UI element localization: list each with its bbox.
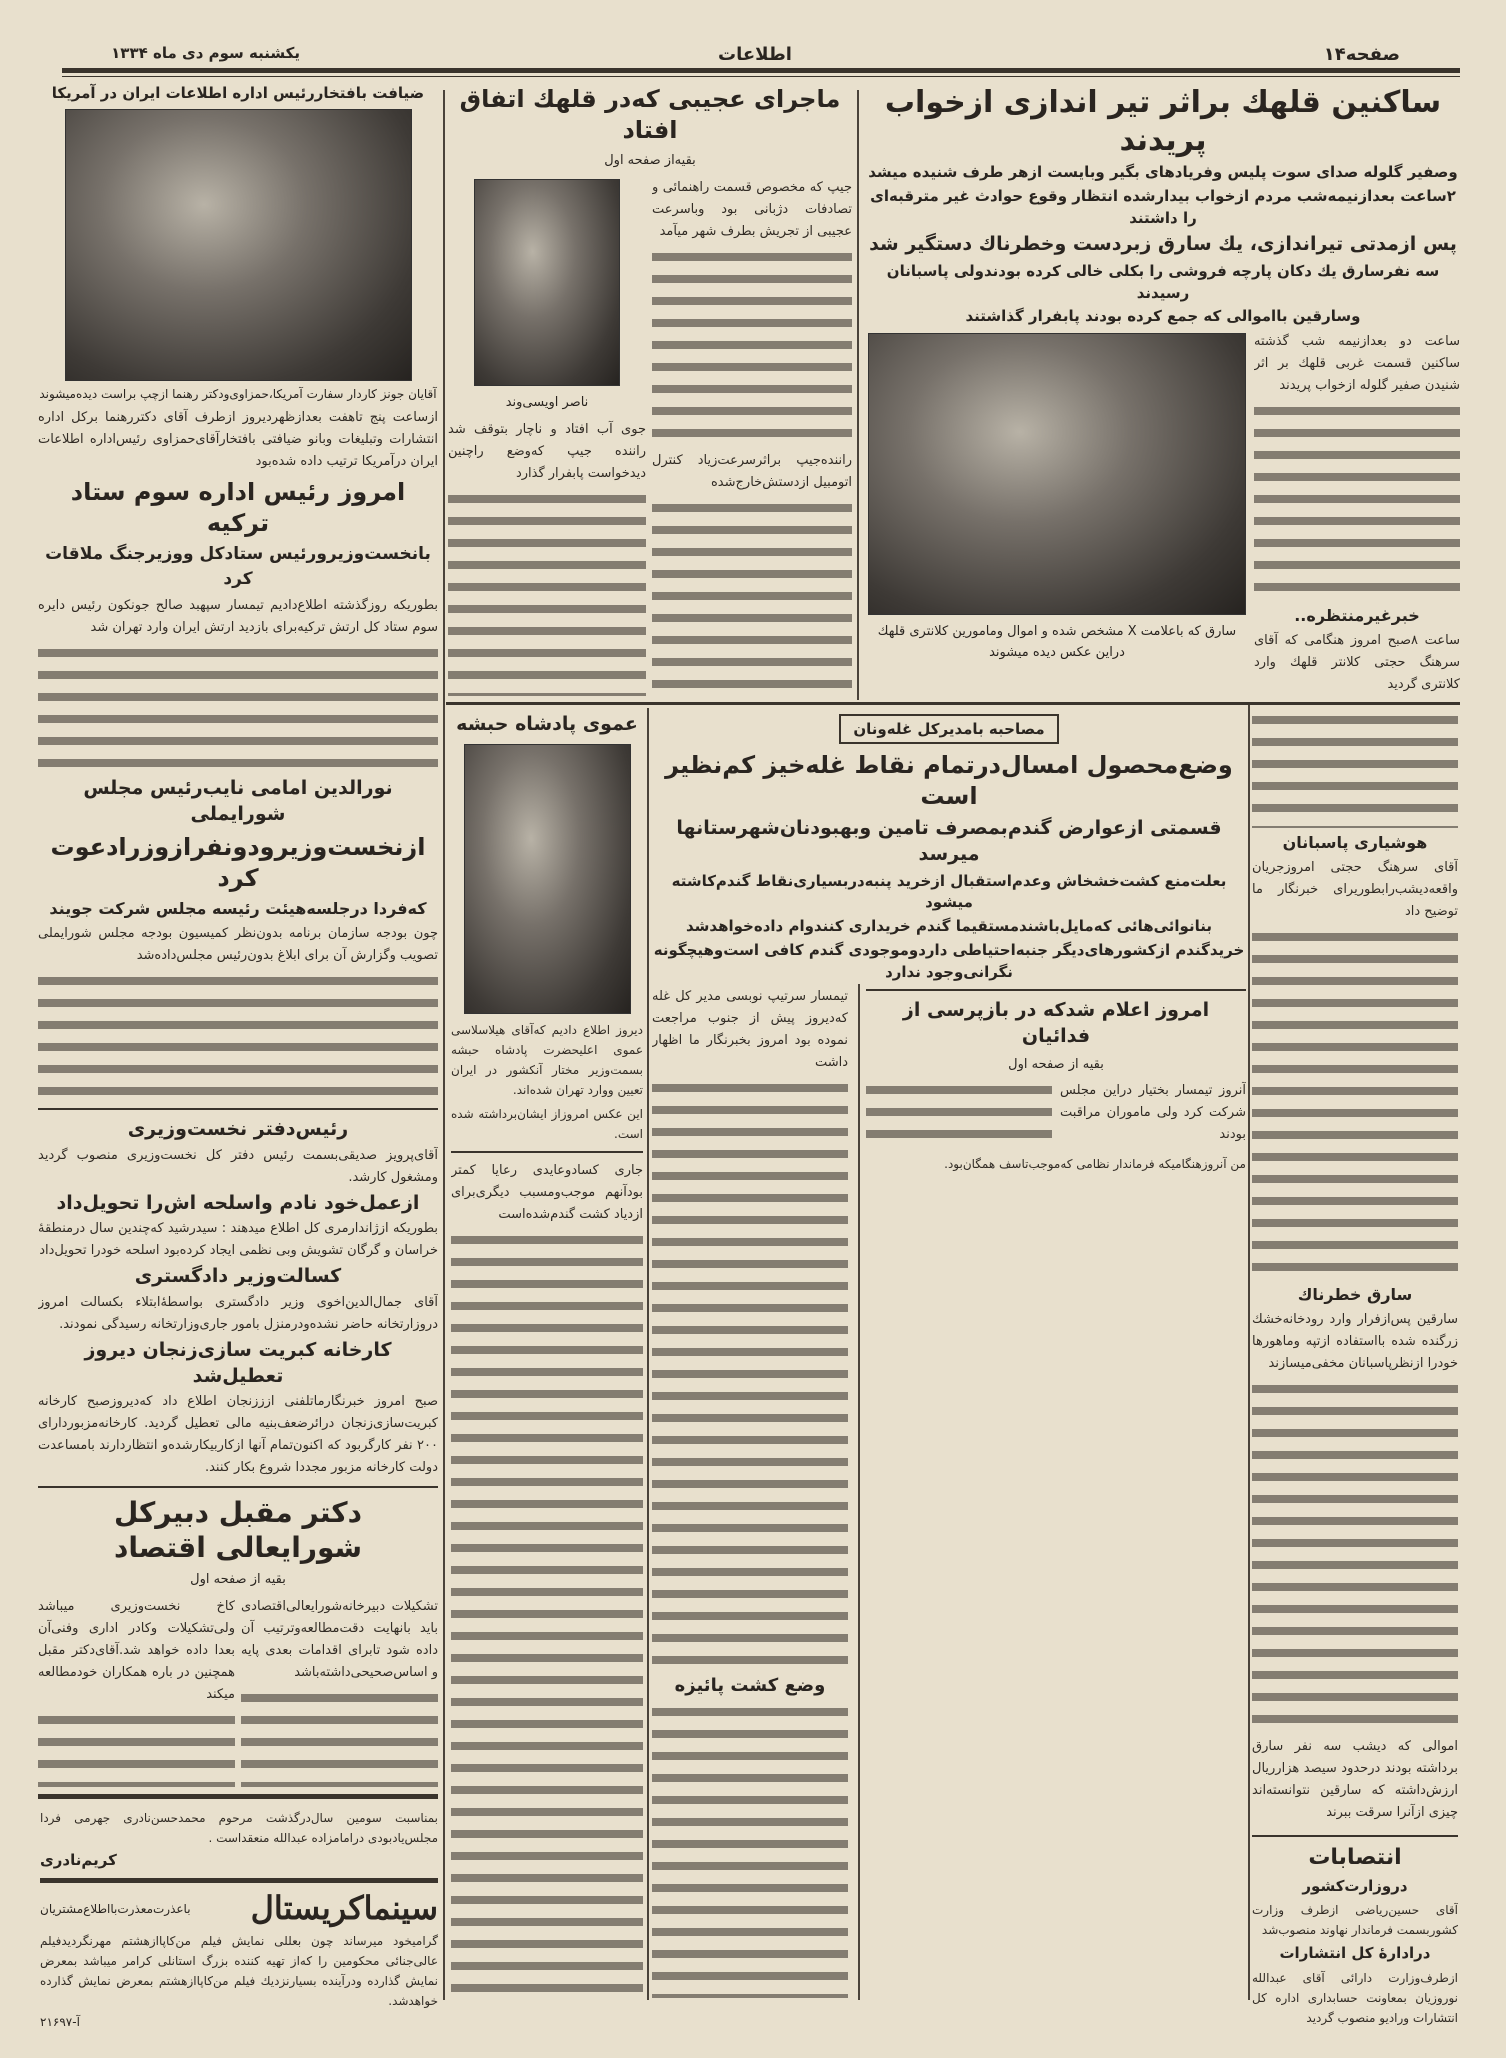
grain-subheadline: قسمتی ازعوارض گندم‌بمصرف تامین وبهبودنان‌شهرستانها میرسد bbox=[676, 817, 1222, 866]
text-block bbox=[1252, 927, 1458, 1280]
subheadline: سه نفرسارق یك دكان پارچه فروشی را بكلی خالی كرده بودندولی پاسبانان رسیدند bbox=[886, 261, 1440, 302]
appointments-title: انتصابات bbox=[1308, 1845, 1402, 1870]
text-block bbox=[866, 1080, 1052, 1150]
headline: ضیافت بافتخاررئیس اداره اطلاعات ایران در آمریکا bbox=[51, 84, 425, 102]
text-block bbox=[448, 489, 646, 696]
imami-body: چون بودجه سازمان برنامه بدون‌نظر كمیسیون بودجه مجلس شورایملی تصویب وگزارش آن برای ابلاغ بدون‌رئیس مجلس‌داده‌شد bbox=[38, 926, 438, 964]
grain-headline: وضع‌محصول امسال‌درتمام نقاط غله‌خیز كم‌نظیر است bbox=[665, 751, 1233, 811]
ad-code: آ-۲۱۶۹۷ bbox=[40, 2015, 80, 2030]
section-divider bbox=[38, 1108, 438, 1110]
middle-story bbox=[448, 82, 852, 698]
fadaian-headline: امروز اعلام شدكه در بازپرسی از فدائیان bbox=[902, 999, 1210, 1048]
portrait-photo bbox=[464, 744, 631, 1014]
brief-headline: رئیس‌دفتر نخست‌وزیری bbox=[127, 1118, 349, 1141]
fadaian-column bbox=[866, 1078, 1052, 1152]
newspaper-name: اطلاعات bbox=[718, 44, 792, 65]
section-divider bbox=[446, 702, 1460, 705]
brief-text: صبح امروز خبرنگارماتلفنی ازززنجان اطلاع داد كه‌دیروزصبح كارخانه كبریت‌سازی‌زنجان درائرضعف‌بنیه مالی تعطیل گردید. كارخانه‌مزبوردارای ۲۰۰ نفر كارگربود كه اكنون‌تمام آنها ازكاربیكارشده‌و انتظاردارند بامساعدت دولت كارخانه مزبور مجددا شروع بكار كنند. bbox=[38, 1394, 438, 1476]
article-body: آنروز تیمسار بختیار دراین مجلس شركت كرد ولی ماموران مراقبت بودند bbox=[1060, 1083, 1246, 1143]
subheadline: وسارقین بااموالی كه جمع كرده بودند پابفرار گذاشتند bbox=[965, 307, 1361, 326]
right-story bbox=[866, 82, 1460, 698]
moqbel-columns bbox=[38, 1594, 438, 1789]
interview-label: مصاحبه بامدیركل غله‌ونان bbox=[839, 714, 1058, 744]
text-block bbox=[38, 1710, 235, 1787]
brief-headline: ازعمل‌خود نادم واسلحه اش‌را تحویل‌داد bbox=[56, 1191, 420, 1214]
page-number: صفحه۱۴ bbox=[1323, 44, 1400, 65]
cinema-header bbox=[40, 1888, 438, 1930]
text-block bbox=[652, 498, 852, 696]
column-divider bbox=[443, 90, 445, 2000]
moqbel-headline: دكتر مقبل دبیركل شورایعالی اقتصاد bbox=[113, 1496, 363, 1565]
left-column bbox=[38, 82, 438, 1804]
text-block bbox=[652, 1078, 848, 1670]
imami-subheadline: كه‌فردا درجلسه‌هیئت رئیسه مجلس شركت جویند bbox=[49, 899, 427, 919]
article-body: تیمسار سرتیپ نوبسی مدیر كل غله كه‌دیروز پیش از جنوب مراجعت نموده بود امروز بخبرنگار ما اظهار داشت bbox=[652, 989, 848, 1071]
text-block bbox=[38, 971, 438, 1101]
text-block bbox=[1254, 401, 1460, 601]
article-body: تشكیلات دبیرخانه‌شورایعالی‌اقتصادی باید بانهایت دقت‌مطالعه‌وترتیب آن داده شود تابرای اقدامات بعدی پایه و اساس‌صحیحی‌داشته‌باشد bbox=[241, 1599, 438, 1681]
header-rule-thin bbox=[62, 76, 1460, 77]
middle-photo-column bbox=[448, 175, 646, 698]
moqbel-column bbox=[38, 1594, 235, 1789]
text-block bbox=[241, 1688, 438, 1787]
grain-body: جاری كسادوعایدی رعایا كمتر بودآنهم موجب‌ومسبب دیگری‌برای ازدیاد كشت گندم‌شده‌است bbox=[451, 1162, 643, 1222]
cinema-title: سینماکریستال bbox=[250, 1888, 438, 1927]
article-body: جیپ كه مخصوص قسمت راهنمائی و تصادفات دژبانی بود وباسرعت عجیبی از تجریش بطرف شهر میآمد bbox=[652, 180, 852, 240]
moqbel-column bbox=[241, 1594, 438, 1789]
text-block bbox=[652, 247, 852, 445]
column-divider bbox=[857, 90, 859, 700]
ethiopia-column bbox=[451, 710, 643, 2000]
fadaian-story bbox=[858, 984, 1246, 2000]
fadaian-columns bbox=[866, 1078, 1246, 1152]
subhead-police: هوشیاری پاسبانان bbox=[1282, 832, 1428, 852]
grain-subheadline: بعلت‌منع كشت‌خشخاش وعدم‌استقبال ازخرید پنبه‌دربسیاری‌نقاط گندم‌كاشته میشود bbox=[671, 871, 1227, 912]
article-body: ساعت ۸صبح امروز هنگامی كه آقای سرهنگ حجتی كلانتر قلهك وارد كلانتری گردید bbox=[1254, 633, 1460, 692]
appointments-text: ازطرف‌وزارت دارائی آقای عبدالله نوروزیان بمعاونت حسابداری اداره كل انتشارات ورادیو منصوب گردید bbox=[1252, 1971, 1458, 2026]
column-divider bbox=[647, 708, 649, 2000]
memorial-signature: كریم‌نادری bbox=[40, 1851, 117, 1869]
column-divider bbox=[1248, 704, 1250, 2000]
appointments-text: آقای حسین‌ریاضی ازطرف وزارت كشوربسمت فرماندار نهاوند منصوب‌شد bbox=[1252, 1903, 1458, 1938]
article-body: راننده‌جیپ براثرسرعت‌زیاد كنترل اتومبیل ازدستش‌خارج‌شده bbox=[652, 452, 852, 490]
issue-date: یکشنبه سوم دی ماه ۱۳۳۴ bbox=[111, 44, 300, 62]
turkey-headline: امروز رئیس اداره سوم ستاد تركیه bbox=[70, 477, 406, 538]
appointments-sub: درادارهٔ كل انتشارات bbox=[1279, 1944, 1431, 1963]
brief-text: آقای‌پرویز صدیقی‌بسمت رئیس دفتر كل نخست‌وزیری منصوب گردید ومشغول كارشد. bbox=[38, 1147, 438, 1185]
photo-column bbox=[866, 329, 1248, 698]
right-text-column bbox=[1254, 329, 1460, 698]
subhead-autumn: وضع كشت پائیزه bbox=[674, 1674, 826, 1696]
continued-note: بقیه از صفحه اول bbox=[1008, 1056, 1104, 1072]
bottom-left-ads bbox=[40, 1806, 438, 2052]
imami-headline: نورالدین امامی نایب‌رئیس مجلس شورایملی bbox=[83, 777, 393, 826]
text-block bbox=[451, 1230, 643, 1998]
ethiopia-body: دیروز اطلاع دادیم كه‌آقای هیلاسلاسی عموی اعلیحضرت پادشاه حبشه بسمت‌وزیر مختار آنكشور در ایران تعیین ووارد تهران شده‌اند. bbox=[451, 1022, 643, 1097]
article-body: اموالی كه دیشب سه نفر سارق برداشته بودند درحدود سیصد هزارریال ارزش‌داشته كه سارقین نتوانسته‌اند چیزی ازآنرا سرقت ببرند bbox=[1252, 1739, 1458, 1820]
appointments-section bbox=[1252, 1830, 1458, 2052]
brief-text: آقای جمال‌الدین‌اخوی وزیر دادگستری بواسطهٔ‌ابتلاء بكسالت امروز دروزارتخانه حاضر نشده‌ودرمنزل بامور جاری‌وزارتخانه رسیدگی نمودند. bbox=[38, 1295, 438, 1333]
subheadline: وصفیر گلوله صدای سوت پلیس وفریادهای بگیر وبایست ازهر طرف شنیده میشد bbox=[868, 163, 1458, 181]
subhead-thief: سارق خطرناك bbox=[1297, 1284, 1413, 1304]
photo-caption: ناصر اویسی‌وند bbox=[505, 395, 589, 411]
section-divider bbox=[40, 1878, 438, 1883]
imami-headline: ازنخست‌وزیرودونفرازوزرادعوت كرد bbox=[50, 832, 426, 892]
article-body: من آنروزهنگامیكه فرماندار نظامی كه‌موجب‌تاسف همگان‌بود. bbox=[944, 1157, 1246, 1172]
cinema-ad bbox=[40, 1888, 438, 2032]
section-divider bbox=[1252, 1835, 1458, 1837]
turkey-subheadline: بانخست‌وزیرورئیس ستادکل ووزیرجنگ ملاقات كرد bbox=[45, 544, 431, 589]
section-divider bbox=[451, 1151, 643, 1153]
cinema-tagline: باعذرت‌معذرت‌بااطلاع‌مشتریان bbox=[40, 1901, 191, 1916]
brief-headline: كسالت‌وزیر دادگستری bbox=[134, 1265, 342, 1288]
photo-caption: آقایان جونز كاردار سفارت آمریكا،حمزاوی‌ودكتر رهنما ازچپ براست دیده‌میشوند bbox=[39, 386, 437, 401]
subheadline: ۲ساعت بعدازنیمه‌شب مردم ازخواب بیدارشده انتظار وقوع حوادث غیر مترقبه‌ای را داشتند bbox=[870, 186, 1456, 227]
right-column bbox=[1252, 708, 1458, 1826]
briefs bbox=[38, 1115, 438, 1481]
ethiopia-headline: عموی پادشاه حبشه bbox=[456, 713, 638, 735]
memorial-text: بمناسبت سومین سال‌درگذشت مرحوم محمدحسن‌نادری جهرمی فردا مجلس‌یادبودی درامامزاده عبدالله منعقداست . bbox=[40, 1811, 438, 1845]
subheadline: پس ازمدتی تیراندازی، یك سارق زبردست وخطرناك دستگیر شد bbox=[869, 233, 1457, 256]
article-body: ساعت دو بعدازنیمه شب گذشته ساكنین قسمت غربی قلهك بر اثر شنیدن صفیر گلوله ازخواب پریدند bbox=[1254, 334, 1460, 394]
photo-caption: سارق كه باعلامت X مشخص شده و اموال ومامورین كلانتری قلهك دراین عکس دیده میشوند bbox=[877, 624, 1237, 660]
photo-caption: این عكس امروزاز ایشان‌برداشته شده است. bbox=[451, 1106, 643, 1141]
continued-note: بقیه‌از صفحه اول bbox=[604, 153, 696, 169]
header-rule bbox=[62, 68, 1460, 73]
portrait-photo bbox=[474, 179, 620, 386]
continued-note: بقیه از صفحه اول bbox=[190, 1572, 286, 1588]
middle-story-columns bbox=[448, 175, 852, 698]
thief-photo bbox=[868, 333, 1246, 615]
article-body: آقای سرهنگ حجتی امروزجریان واقعه‌دیشب‌را‌بطوریرای خبرنگار ما توضیح داد bbox=[1252, 859, 1458, 919]
memorial-notice bbox=[40, 1806, 438, 1873]
left-top-story bbox=[38, 82, 438, 475]
text-block bbox=[652, 1702, 848, 1998]
section-divider bbox=[38, 1486, 438, 1488]
section-divider bbox=[38, 1794, 438, 1799]
cinema-text: گرامیخود میرساند چون بعللی نمایش فیلم من‌كاپاازهشتم مهرنگردیدفیلم عالی‌جنائی محكومین را كه‌از تهیه كننده بزرگ استانلی كرامر میباشد بمعرض نمایش گذارده ودرآینده بسیارنزدیك فیلم من‌كاپاازهشتم بمعرض نمایش گذارده خواهدشد. bbox=[40, 1934, 438, 2009]
headline: ساکنین قلهك براثر تیر اندازی ازخواب پریدند bbox=[884, 85, 1442, 158]
appointments-sub: دروزارت‌كشور bbox=[1302, 1876, 1408, 1895]
article-body: كاخ نخست‌وزیری میباشد ولی‌تشكیلات وكادر اداری وفنی‌آن بعدا داده خواهد شد.آقای‌دكتر مقبل همچنین در باره همكاران خودمطالعه میكند bbox=[38, 1599, 235, 1703]
article-body: ازساعت پنج تاهفت بعدازظهردیروز ازطرف آقای دكتررهنما بركل اداره انتشارات وتبلیغات وبانو ضیافتی بافتخارآقای‌حمزاوی رئیس‌اداره اطلاعات ایران درآمریكا ترتیب داده شده‌بود bbox=[38, 409, 438, 469]
brief-headline: كارخانه كبریت سازی‌زنجان دیروز تعطیل‌شد bbox=[84, 1339, 392, 1387]
grain-subheadline: خریدگندم ازكشورهای‌دیگر جنبه‌احتیاطی داردوموجودی گندم كافی است‌وهیچگونه نگرانی‌وجود ندارد bbox=[653, 940, 1245, 981]
text-block bbox=[1252, 710, 1458, 828]
grain-story bbox=[652, 710, 1246, 2000]
subhead-unexpected: خبرغیرمنتظره.. bbox=[1294, 605, 1420, 625]
article-body: جوی آب افتاد و ناچار بتوقف شد راننده جیپ كه‌وضع راچنین دیدخواست پابفرار گذارد bbox=[448, 421, 646, 481]
right-story-columns bbox=[866, 329, 1460, 698]
middle-text-column bbox=[652, 175, 852, 698]
grain-subheadline: بنانوائی‌هائی كه‌مایل‌باشند‌مستقیما گندم خریداری كنندوام داده‌خواهدشد bbox=[686, 917, 1212, 936]
grain-columns bbox=[652, 984, 1246, 2000]
grain-text-column bbox=[652, 984, 848, 2000]
text-block bbox=[38, 643, 438, 773]
fadaian-column bbox=[1060, 1078, 1246, 1152]
turkey-body: بطوریكه روزگذشته اطلاع‌دادیم تیمسار سپهبد صالح جونكون رئیس دایره سوم ستاد كل ارتش تركیه‌برای بازدید ارتش ایران وارد تهران شد bbox=[38, 597, 438, 635]
reception-photo bbox=[65, 109, 412, 381]
article-body: سارقین پس‌ازفرار وارد رودخانه‌خشك زرگنده شده بااستفاده ازتپه وماهورها خودرا ازنظرپاسبانان مخفی‌میسازند bbox=[1252, 1312, 1458, 1372]
text-block bbox=[1252, 1379, 1458, 1732]
brief-text: بطوریكه ازژاندارمری كل اطلاع میدهند : سیدرشید كه‌چندین سال درمنطقهٔ خراسان و گرگان تشویش وبی نظمی ایجاد كرده‌بود اسلحه خودرا تحویل‌داد bbox=[38, 1221, 438, 1259]
headline: ماجرای عجیبی كه‌در قلهك اتفاق افتاد bbox=[459, 85, 841, 145]
section-divider bbox=[866, 989, 1246, 991]
